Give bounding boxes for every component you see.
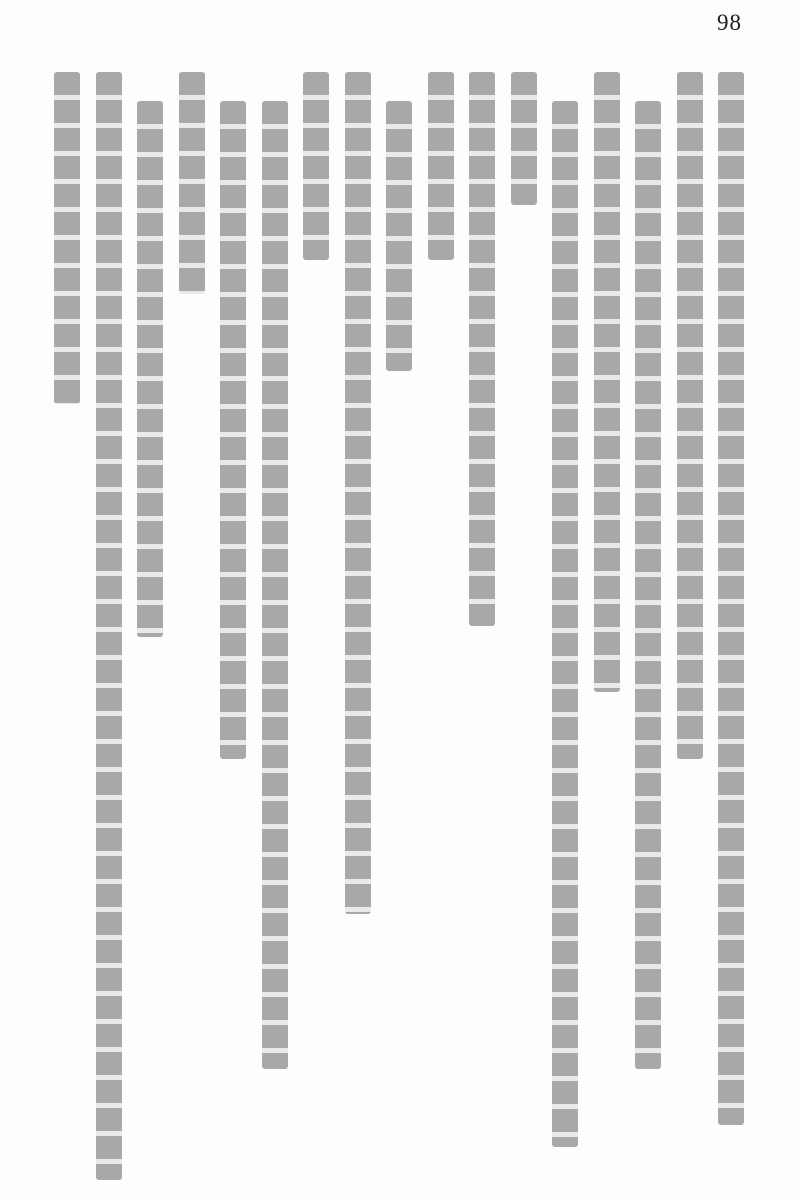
text-line [677, 72, 703, 1180]
redacted-text-bar [220, 101, 246, 759]
text-line [718, 72, 744, 1180]
redacted-text-bar [552, 101, 578, 1147]
text-line [386, 72, 412, 1180]
text-line [511, 72, 537, 1180]
text-line [635, 72, 661, 1180]
redacted-text-bar [345, 72, 371, 914]
text-line [179, 72, 205, 1180]
text-line [345, 72, 371, 1180]
redacted-text-bar [137, 101, 163, 637]
text-line [96, 72, 122, 1180]
text-line [137, 72, 163, 1180]
text-line [262, 72, 288, 1180]
redacted-text-bar [428, 72, 454, 260]
redacted-text-bar [54, 72, 80, 404]
redacted-text-bar [511, 72, 537, 205]
redacted-text-bar [386, 101, 412, 371]
text-line [469, 72, 495, 1180]
redacted-text-bar [469, 72, 495, 626]
text-columns [54, 72, 744, 1180]
redacted-text-bar [594, 72, 620, 692]
redacted-text-bar [96, 72, 122, 1180]
text-line [54, 72, 80, 1180]
redacted-text-bar [303, 72, 329, 260]
text-line [594, 72, 620, 1180]
text-line [428, 72, 454, 1180]
redacted-text-bar [262, 101, 288, 1069]
text-line [303, 72, 329, 1180]
text-line [220, 72, 246, 1180]
redacted-text-bar [677, 72, 703, 759]
redacted-text-bar [635, 101, 661, 1069]
text-line [552, 72, 578, 1180]
redacted-text-bar [718, 72, 744, 1125]
page-number: 98 [717, 10, 742, 35]
redacted-text-bar [179, 72, 205, 294]
